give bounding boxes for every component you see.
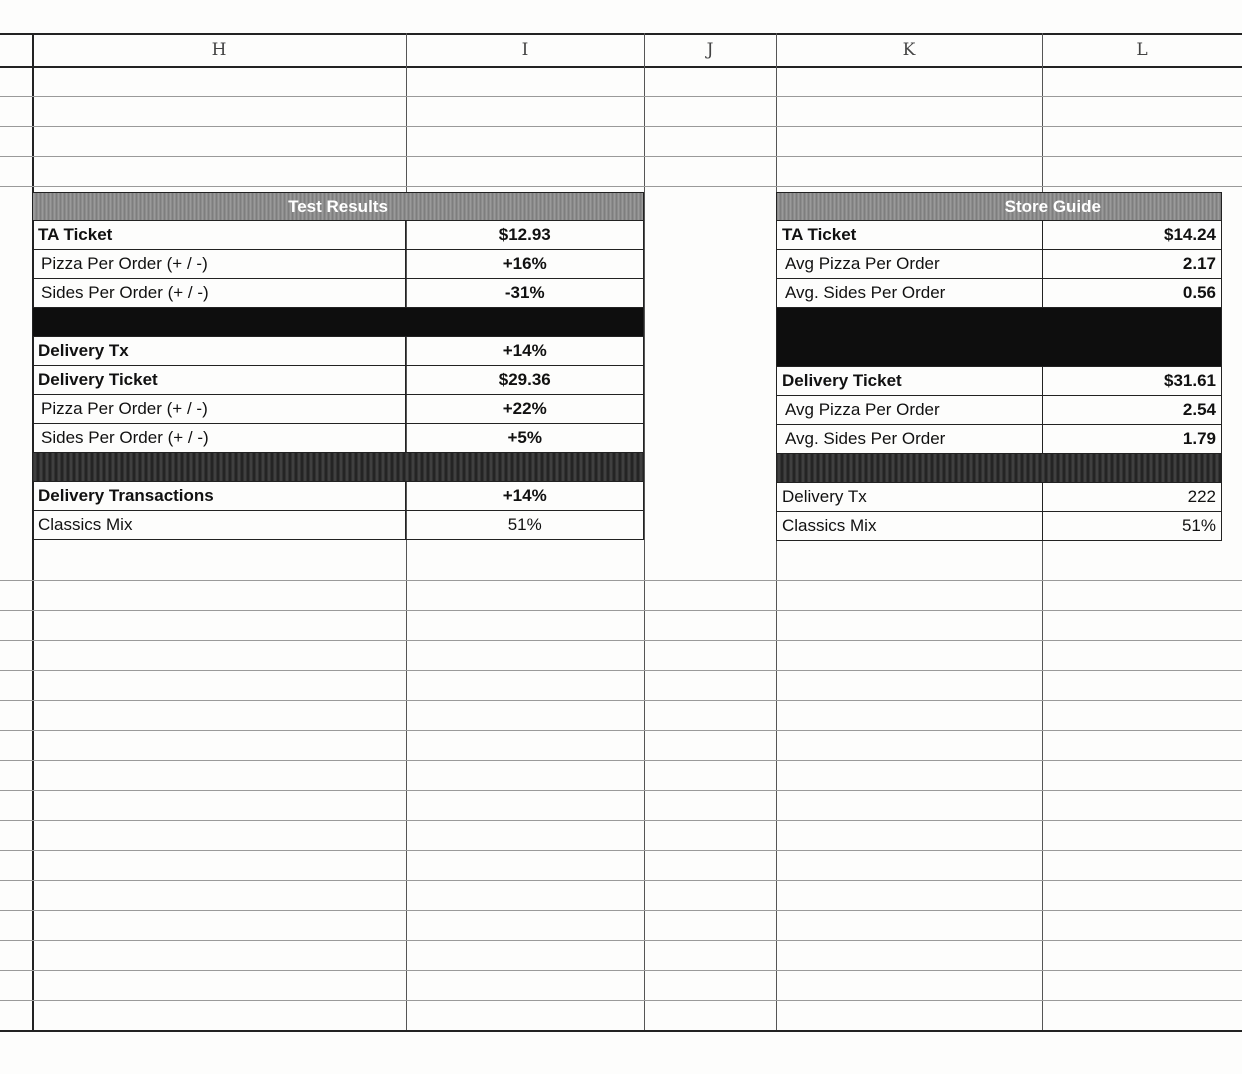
- grid-hline: [0, 910, 1242, 911]
- grid-hline: [0, 850, 1242, 851]
- table-row: [777, 483, 1222, 512]
- separator-row: [777, 308, 1222, 367]
- cell-value[interactable]: +16%: [406, 250, 644, 279]
- cell-value[interactable]: +22%: [406, 395, 644, 424]
- test-results-title: Test Results: [33, 193, 644, 221]
- cell-label[interactable]: Delivery Ticket: [33, 366, 406, 395]
- cell-value[interactable]: $14.24: [1042, 221, 1221, 250]
- grid-hline: [0, 940, 1242, 941]
- cell-label[interactable]: TA Ticket: [777, 221, 1043, 250]
- table-row: [33, 221, 644, 250]
- column-header-i[interactable]: I: [521, 40, 529, 60]
- grid-hline: [0, 760, 1242, 761]
- table-row: [33, 250, 644, 279]
- grid-hline: [0, 790, 1242, 791]
- cell-value[interactable]: 2.17: [1042, 250, 1221, 279]
- table-title-row: [777, 193, 1222, 221]
- table-row: [33, 395, 644, 424]
- grid-hline: [0, 156, 1242, 157]
- cell-label[interactable]: Delivery Transactions: [33, 482, 406, 511]
- cell-label[interactable]: Avg. Sides Per Order: [777, 425, 1043, 454]
- cell-label[interactable]: Classics Mix: [33, 511, 406, 540]
- cell-label[interactable]: TA Ticket: [33, 221, 406, 250]
- cell-label[interactable]: Sides Per Order (+ / -): [33, 424, 406, 453]
- cell-value[interactable]: -31%: [406, 279, 644, 308]
- grid-hline: [0, 670, 1242, 671]
- table-row: [777, 425, 1222, 454]
- cell-value[interactable]: 2.54: [1042, 396, 1221, 425]
- store-guide-table: [776, 192, 1222, 541]
- header-bottom-border: [0, 66, 1242, 68]
- grid-hline: [0, 96, 1242, 97]
- separator-cell: [33, 308, 644, 337]
- cell-value[interactable]: $12.93: [406, 221, 644, 250]
- cell-label[interactable]: Sides Per Order (+ / -): [33, 279, 406, 308]
- grid-hline: [0, 580, 1242, 581]
- column-header-j[interactable]: J: [706, 40, 714, 60]
- table-title-row: [33, 193, 644, 221]
- cell-label[interactable]: Delivery Ticket: [777, 367, 1043, 396]
- table-row: [33, 337, 644, 366]
- column-header-h[interactable]: H: [211, 40, 227, 60]
- cell-label[interactable]: Pizza Per Order (+ / -): [33, 250, 406, 279]
- cell-value[interactable]: 51%: [406, 511, 644, 540]
- cell-value[interactable]: +5%: [406, 424, 644, 453]
- grid-hline: [0, 186, 1242, 187]
- grid-hline: [0, 700, 1242, 701]
- cell-value[interactable]: 0.56: [1042, 279, 1221, 308]
- cell-value[interactable]: $31.61: [1042, 367, 1221, 396]
- separator-row: [33, 453, 644, 482]
- cell-label[interactable]: Avg. Sides Per Order: [777, 279, 1043, 308]
- grid-bottom-border: [0, 1030, 1242, 1032]
- separator-row: [33, 308, 644, 337]
- table-row: [33, 279, 644, 308]
- cell-label[interactable]: Avg Pizza Per Order: [777, 250, 1043, 279]
- grid-hline: [0, 820, 1242, 821]
- separator-row: [777, 454, 1222, 483]
- grid-hline: [0, 970, 1242, 971]
- cell-value[interactable]: 222: [1042, 483, 1221, 512]
- column-header-k[interactable]: K: [902, 40, 916, 60]
- store-guide-title: Store Guide: [777, 193, 1222, 221]
- cell-value[interactable]: +14%: [406, 337, 644, 366]
- grid-hline: [0, 126, 1242, 127]
- separator-cell: [33, 453, 644, 482]
- cell-label[interactable]: Delivery Tx: [33, 337, 406, 366]
- table-row: [777, 279, 1222, 308]
- table-row: [777, 221, 1222, 250]
- table-row: [777, 250, 1222, 279]
- table-row: [777, 367, 1222, 396]
- cell-value[interactable]: 1.79: [1042, 425, 1221, 454]
- separator-cell: [777, 308, 1222, 367]
- table-row: [777, 512, 1222, 541]
- grid-hline: [0, 730, 1242, 731]
- grid-hline: [0, 610, 1242, 611]
- separator-cell: [777, 454, 1222, 483]
- cell-label[interactable]: Classics Mix: [777, 512, 1043, 541]
- cell-value[interactable]: +14%: [406, 482, 644, 511]
- grid-hline: [0, 1000, 1242, 1001]
- test-results-table: [32, 192, 644, 540]
- cell-value[interactable]: 51%: [1042, 512, 1221, 541]
- table-row: [33, 366, 644, 395]
- table-row: [33, 511, 644, 540]
- cell-value[interactable]: $29.36: [406, 366, 644, 395]
- table-row: [33, 424, 644, 453]
- cell-label[interactable]: Pizza Per Order (+ / -): [33, 395, 406, 424]
- table-row: [777, 396, 1222, 425]
- grid-hline: [0, 880, 1242, 881]
- cell-label[interactable]: Delivery Tx: [777, 483, 1043, 512]
- grid-hline: [0, 640, 1242, 641]
- cell-label[interactable]: Avg Pizza Per Order: [777, 396, 1043, 425]
- table-row: [33, 482, 644, 511]
- column-header-l[interactable]: L: [1136, 40, 1148, 60]
